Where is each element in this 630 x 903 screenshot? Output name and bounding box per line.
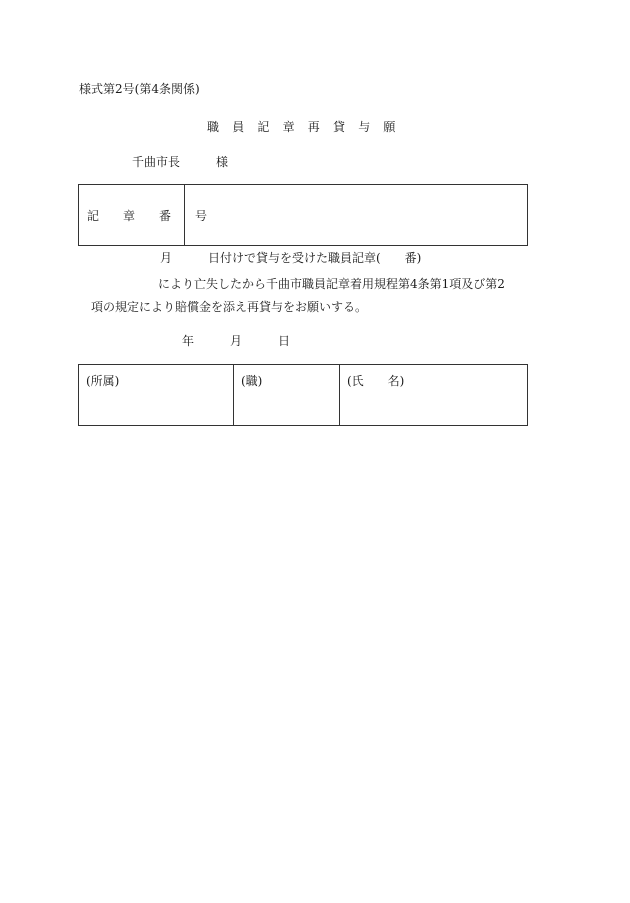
body-text-line-2: により亡失したから千曲市職員記章着用規程第4条第1項及び第2 bbox=[158, 277, 505, 291]
badge-number-label: 記 章 番 号 bbox=[87, 209, 208, 223]
body-text-line-3: 項の規定により賠償金を添え再貸与をお願いする。 bbox=[91, 300, 368, 314]
body-text-line-1: 月 日付けで貸与を受けた職員記章( 番) bbox=[160, 251, 422, 265]
form-number: 様式第2号(第4条関係) bbox=[79, 82, 200, 96]
addressee: 千曲市長 様 bbox=[132, 155, 229, 169]
name-field[interactable] bbox=[340, 365, 527, 425]
signature-table bbox=[78, 364, 528, 426]
position-field[interactable] bbox=[234, 365, 340, 425]
badge-number-field[interactable] bbox=[185, 185, 527, 245]
affiliation-field[interactable] bbox=[79, 365, 234, 425]
name-label: (氏 名) bbox=[347, 374, 405, 388]
badge-number-table bbox=[78, 184, 528, 246]
document-title: 職 員 記 章 再 貸 与 願 bbox=[207, 120, 397, 134]
affiliation-label: (所属) bbox=[86, 374, 120, 388]
badge-number-label-cell bbox=[79, 185, 208, 245]
position-label: (職) bbox=[241, 374, 263, 388]
date-line: 年 月 日 bbox=[182, 334, 291, 348]
